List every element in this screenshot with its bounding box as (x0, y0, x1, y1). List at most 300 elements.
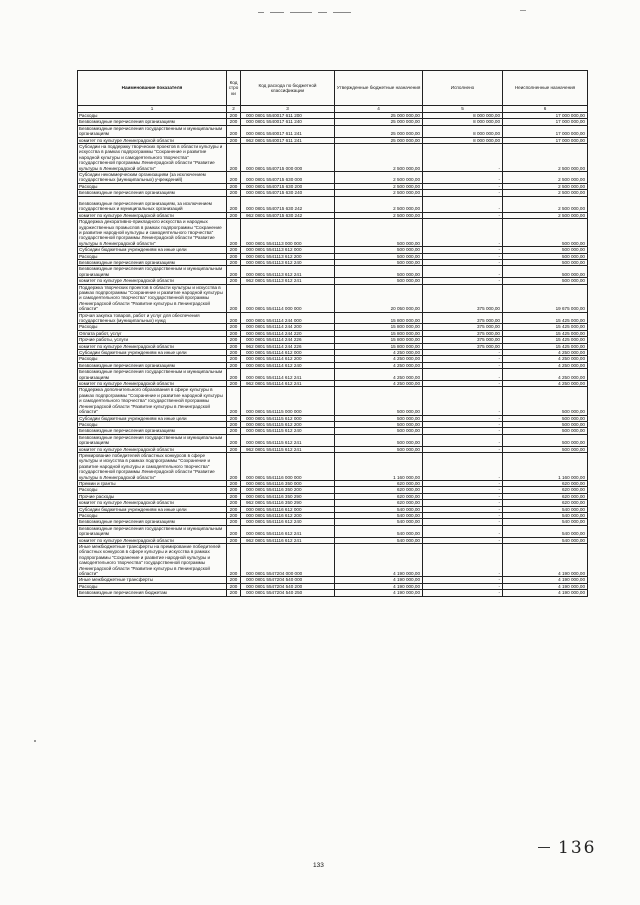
row-executed: - (423, 544, 503, 577)
table-row (78, 452, 588, 480)
row-name: Оплата работ, услуг (78, 330, 227, 336)
row-name: Поддержка творческих проектов в области культуры и искусства в рамках подпрограммы "Сохранение и развитие народной культуры и самодеятельного творчества" государственной программы Ленинградской области "Развитие культуры в Ленинградской области" (78, 284, 227, 312)
row-kbk: 000 0801 5547204 540 200 (241, 583, 335, 589)
row-approved: 500 000,00 (335, 247, 423, 253)
row-name: Субсидии бюджетным учреждениям на иные цели (78, 415, 227, 421)
row-executed: - (423, 356, 503, 362)
row-kbk: 000 0801 5541114 244 220 (241, 330, 335, 336)
row-unexecuted: 500 000,00 (503, 259, 588, 265)
row-name: комитет по культуре Ленинградской области (78, 343, 227, 349)
row-name: Безвозмездные перечисления государственным и муниципальным организациям (78, 125, 227, 137)
row-line-code: 200 (227, 428, 241, 434)
row-line-code: 200 (227, 190, 241, 196)
row-line-code: 200 (227, 343, 241, 349)
row-executed: - (423, 190, 503, 196)
row-name: Иные межбюджетные трансферты на премирование победителей областных конкурсов в сфере культуры и искусства в рамках подпрограммы "Сохранение и развитие народной культуры и самодеятельного творчества" государственной программы Ленинградской области "Развитие культуры в Ленинградской области" (78, 544, 227, 577)
row-name: Субсидии на поддержку творческих проектов в области культуры и искусства в рамках подпрограммы "Сохранение и развитие народной культуры и самодеятельного творчества" государственной программы Ленинградской области "Развитие культуры в Ленинградской области" (78, 144, 227, 172)
row-kbk: 962 0801 5541115 612 241 (241, 446, 335, 452)
table-body (78, 113, 588, 597)
stamp-dash (538, 847, 550, 848)
row-name: Расходы (78, 113, 227, 119)
row-unexecuted: 540 000,00 (503, 506, 588, 512)
row-approved: 25 000 000,00 (335, 113, 423, 119)
row-line-code: 200 (227, 337, 241, 343)
row-executed: - (423, 500, 503, 506)
row-approved: 15 800 000,00 (335, 343, 423, 349)
row-unexecuted: 17 000 000,00 (503, 137, 588, 143)
row-kbk: 000 0801 5541113 612 240 (241, 259, 335, 265)
row-executed: - (423, 247, 503, 253)
table-row (78, 284, 588, 312)
table-row (78, 369, 588, 381)
row-line-code: 200 (227, 446, 241, 452)
row-line-code: 200 (227, 487, 241, 493)
row-unexecuted: 620 000,00 (503, 487, 588, 493)
table-row (78, 544, 588, 577)
row-unexecuted: 15 425 000,00 (503, 324, 588, 330)
row-approved: 2 500 000,00 (335, 212, 423, 218)
row-line-code: 200 (227, 544, 241, 577)
row-name: комитет по культуре Ленинградской области (78, 381, 227, 387)
column-number: 4 (335, 106, 423, 113)
row-kbk: 000 0801 5540017 611 241 (241, 125, 335, 137)
row-kbk: 000 0801 5541115 000 000 (241, 387, 335, 415)
row-name: Поддержка декоративно-прикладного искусства и народных художественных промыслов в рамках подпрограммы "Сохранение и развитие народной культуры и самодеятельного творчества" государственной программы Ленинградской области "Развитие культуры в Ленинградской области" (78, 219, 227, 247)
row-line-code: 200 (227, 172, 241, 184)
table-row (78, 266, 588, 278)
row-name: Безвозмездные перечисления организациям (78, 259, 227, 265)
row-approved: 4 250 000,00 (335, 362, 423, 368)
row-approved: 540 000,00 (335, 537, 423, 543)
row-name: Премирование победителей областных конкурсов в сфере культуры и искусства в рамках подпрограммы "Сохранение и развитие народной культуры и самодеятельного творчества" государственной программы Ленинградской области "Развитие культуры в Ленинградской области" (78, 452, 227, 480)
row-approved: 4 190 000,00 (335, 590, 423, 596)
row-name: Безвозмездные перечисления организациям (78, 428, 227, 434)
row-name: Безвозмездные перечисления государственным и муниципальным организациям (78, 434, 227, 446)
row-unexecuted: 500 000,00 (503, 446, 588, 452)
row-unexecuted: 17 000 000,00 (503, 125, 588, 137)
row-kbk: 000 0801 5541114 612 000 (241, 350, 335, 356)
column-number: 6 (503, 106, 588, 113)
row-executed: - (423, 259, 503, 265)
row-name: комитет по культуре Ленинградской области (78, 212, 227, 218)
row-approved: 500 000,00 (335, 259, 423, 265)
table-row (78, 144, 588, 172)
row-executed: - (423, 183, 503, 189)
row-approved: 4 250 000,00 (335, 381, 423, 387)
row-executed: 8 000 000,00 (423, 119, 503, 125)
row-kbk: 000 0801 5541116 612 241 (241, 525, 335, 537)
row-kbk: 000 0801 5540715 630 240 (241, 190, 335, 196)
table-row (78, 125, 588, 137)
row-line-code: 200 (227, 183, 241, 189)
row-executed: - (423, 452, 503, 480)
row-kbk: 000 0801 5541114 612 241 (241, 369, 335, 381)
row-approved: 4 250 000,00 (335, 356, 423, 362)
row-kbk: 962 0801 5541114 612 241 (241, 381, 335, 387)
row-executed: - (423, 537, 503, 543)
row-line-code: 200 (227, 219, 241, 247)
row-kbk: 000 0801 5540715 630 000 (241, 172, 335, 184)
row-line-code: 200 (227, 525, 241, 537)
column-header-unexecuted: Неисполненные назначения (503, 71, 588, 106)
row-executed: - (423, 266, 503, 278)
row-name: Поддержка дополнительного образования в сфере культуры в рамках подпрограммы "Сохранение и развитие народной культуры и самодеятельного творчества" государственной программы Ленинградской области "Развитие культуры в Ленинградской области" (78, 387, 227, 415)
row-name: Расходы (78, 183, 227, 189)
page-number: 133 (313, 862, 324, 869)
row-unexecuted: 15 425 000,00 (503, 343, 588, 349)
row-approved: 500 000,00 (335, 253, 423, 259)
row-executed: - (423, 519, 503, 525)
row-kbk: 000 0801 5541116 350 000 (241, 480, 335, 486)
row-executed: - (423, 428, 503, 434)
budget-execution-table (77, 70, 588, 597)
row-line-code: 200 (227, 369, 241, 381)
row-line-code: 200 (227, 144, 241, 172)
row-unexecuted: 500 000,00 (503, 387, 588, 415)
row-kbk: 962 0801 5541116 350 290 (241, 500, 335, 506)
row-name: Безвозмездные перечисления организациям (78, 519, 227, 525)
row-line-code: 200 (227, 350, 241, 356)
row-line-code: 200 (227, 415, 241, 421)
row-unexecuted: 500 000,00 (503, 434, 588, 446)
row-executed: - (423, 493, 503, 499)
row-line-code: 200 (227, 330, 241, 336)
row-unexecuted: 2 500 000,00 (503, 183, 588, 189)
table-row (78, 590, 588, 596)
row-executed: - (423, 362, 503, 368)
row-approved: 540 000,00 (335, 506, 423, 512)
row-unexecuted: 15 425 000,00 (503, 337, 588, 343)
row-unexecuted: 540 000,00 (503, 513, 588, 519)
row-name: Безвозмездные перечисления государственным и муниципальным организациям (78, 369, 227, 381)
row-line-code: 200 (227, 480, 241, 486)
row-approved: 500 000,00 (335, 387, 423, 415)
row-executed: - (423, 278, 503, 284)
row-name: Расходы (78, 513, 227, 519)
row-executed: - (423, 590, 503, 596)
row-executed: - (423, 350, 503, 356)
row-unexecuted: 17 000 000,00 (503, 119, 588, 125)
row-approved: 500 000,00 (335, 278, 423, 284)
row-executed: 8 000 000,00 (423, 113, 503, 119)
row-line-code: 200 (227, 137, 241, 143)
row-unexecuted: 4 190 000,00 (503, 590, 588, 596)
row-approved: 2 500 000,00 (335, 196, 423, 212)
row-unexecuted: 2 500 000,00 (503, 196, 588, 212)
row-kbk: 000 0801 5541115 612 000 (241, 415, 335, 421)
row-executed: 8 000 000,00 (423, 137, 503, 143)
table-row (78, 525, 588, 537)
row-line-code: 200 (227, 247, 241, 253)
row-line-code: 200 (227, 284, 241, 312)
row-unexecuted: 500 000,00 (503, 415, 588, 421)
row-kbk: 000 0801 5541114 244 226 (241, 337, 335, 343)
row-executed: - (423, 212, 503, 218)
row-approved: 500 000,00 (335, 428, 423, 434)
table-row (78, 387, 588, 415)
row-executed: 375 000,00 (423, 312, 503, 324)
row-approved: 25 000 000,00 (335, 125, 423, 137)
row-line-code: 200 (227, 125, 241, 137)
row-approved: 620 000,00 (335, 480, 423, 486)
row-executed: 375 000,00 (423, 337, 503, 343)
row-executed: - (423, 369, 503, 381)
row-name: комитет по культуре Ленинградской области (78, 278, 227, 284)
row-unexecuted: 500 000,00 (503, 247, 588, 253)
row-kbk: 000 0801 5540715 000 000 (241, 144, 335, 172)
row-name: Субсидии бюджетным учреждениям на иные цели (78, 350, 227, 356)
row-line-code: 200 (227, 513, 241, 519)
row-name: Безвозмездные перечисления государственным и муниципальным организациям (78, 266, 227, 278)
row-kbk: 000 0801 5541115 612 241 (241, 434, 335, 446)
table-row (78, 219, 588, 247)
row-unexecuted: 540 000,00 (503, 537, 588, 543)
row-approved: 620 000,00 (335, 487, 423, 493)
row-name: Прочая закупка товаров, работ и услуг для обеспечения государственных (муниципальных) нужд (78, 312, 227, 324)
row-unexecuted: 500 000,00 (503, 219, 588, 247)
row-line-code: 200 (227, 577, 241, 583)
table-row (78, 196, 588, 212)
row-unexecuted: 620 000,00 (503, 500, 588, 506)
row-executed: - (423, 446, 503, 452)
row-kbk: 000 0801 5541113 612 200 (241, 253, 335, 259)
row-executed: - (423, 513, 503, 519)
row-approved: 500 000,00 (335, 421, 423, 427)
row-unexecuted: 4 190 000,00 (503, 577, 588, 583)
row-unexecuted: 500 000,00 (503, 278, 588, 284)
sheet-stamp-number: 136 (558, 838, 597, 858)
column-number-row (78, 106, 588, 113)
column-header-approved: Утвержденные бюджетные назначения (335, 71, 423, 106)
row-approved: 540 000,00 (335, 513, 423, 519)
row-name: Безвозмездные перечисления бюджетам (78, 590, 227, 596)
row-executed: 375 000,00 (423, 284, 503, 312)
row-line-code: 200 (227, 537, 241, 543)
row-name: комитет по культуре Ленинградской области (78, 500, 227, 506)
row-approved: 2 500 000,00 (335, 172, 423, 184)
row-approved: 500 000,00 (335, 434, 423, 446)
row-approved: 620 000,00 (335, 500, 423, 506)
row-approved: 20 050 000,00 (335, 284, 423, 312)
row-approved: 2 500 000,00 (335, 190, 423, 196)
row-name: Субсидии некоммерческим организациям (за исключением государственных (муниципальных) учреждений) (78, 172, 227, 184)
row-line-code: 200 (227, 519, 241, 525)
row-executed: - (423, 387, 503, 415)
row-line-code: 200 (227, 434, 241, 446)
row-line-code: 200 (227, 506, 241, 512)
row-unexecuted: 2 500 000,00 (503, 172, 588, 184)
row-unexecuted: 15 425 000,00 (503, 330, 588, 336)
row-executed: - (423, 421, 503, 427)
row-kbk: 000 0801 5540715 630 242 (241, 196, 335, 212)
row-approved: 2 500 000,00 (335, 183, 423, 189)
row-unexecuted: 500 000,00 (503, 421, 588, 427)
row-executed: 375 000,00 (423, 343, 503, 349)
row-name: Безвозмездные перечисления организациям (78, 190, 227, 196)
row-unexecuted: 15 425 000,00 (503, 312, 588, 324)
row-name: Прочие расходы (78, 493, 227, 499)
row-executed: - (423, 172, 503, 184)
row-approved: 4 190 000,00 (335, 544, 423, 577)
row-name: Субсидии бюджетным учреждениям на иные цели (78, 247, 227, 253)
row-name: Расходы (78, 583, 227, 589)
row-line-code: 200 (227, 312, 241, 324)
row-executed: - (423, 577, 503, 583)
row-line-code: 200 (227, 266, 241, 278)
row-name: Расходы (78, 487, 227, 493)
row-executed: - (423, 525, 503, 537)
row-line-code: 200 (227, 259, 241, 265)
row-line-code: 200 (227, 452, 241, 480)
scan-artifact (520, 10, 526, 15)
row-kbk: 000 0801 5540017 611 200 (241, 113, 335, 119)
row-approved: 540 000,00 (335, 519, 423, 525)
row-executed: - (423, 415, 503, 421)
row-unexecuted: 4 250 000,00 (503, 356, 588, 362)
row-kbk: 000 0801 5541116 612 000 (241, 506, 335, 512)
row-name: Прочие работы, услуги (78, 337, 227, 343)
row-kbk: 000 0801 5547204 540 250 (241, 590, 335, 596)
row-line-code: 200 (227, 590, 241, 596)
row-kbk: 962 0801 5540017 611 241 (241, 137, 335, 143)
row-unexecuted: 4 190 000,00 (503, 583, 588, 589)
row-unexecuted: 4 190 000,00 (503, 544, 588, 577)
row-approved: 15 800 000,00 (335, 337, 423, 343)
row-executed: 375 000,00 (423, 330, 503, 336)
row-unexecuted: 4 250 000,00 (503, 362, 588, 368)
row-approved: 4 250 000,00 (335, 369, 423, 381)
row-kbk: 000 0801 5541113 612 000 (241, 247, 335, 253)
row-approved: 620 000,00 (335, 493, 423, 499)
row-executed: - (423, 219, 503, 247)
row-approved: 25 000 000,00 (335, 119, 423, 125)
column-header-kbk: Код расхода по бюджетной классификации (241, 71, 335, 106)
row-executed: 8 000 000,00 (423, 125, 503, 137)
row-line-code: 200 (227, 583, 241, 589)
row-approved: 4 190 000,00 (335, 583, 423, 589)
row-executed: - (423, 480, 503, 486)
row-executed: - (423, 253, 503, 259)
scan-speck (34, 740, 36, 742)
column-number: 1 (78, 106, 227, 113)
row-approved: 2 500 000,00 (335, 144, 423, 172)
column-number: 2 (227, 106, 241, 113)
row-kbk: 000 0801 5541116 612 240 (241, 519, 335, 525)
row-line-code: 200 (227, 113, 241, 119)
row-unexecuted: 19 675 000,00 (503, 284, 588, 312)
row-name: Субсидии бюджетным учреждениям на иные цели (78, 506, 227, 512)
row-line-code: 200 (227, 493, 241, 499)
row-approved: 4 250 000,00 (335, 350, 423, 356)
row-kbk: 962 0801 5541113 612 241 (241, 278, 335, 284)
row-unexecuted: 4 250 000,00 (503, 381, 588, 387)
row-name: Расходы (78, 356, 227, 362)
row-unexecuted: 17 000 000,00 (503, 113, 588, 119)
table-row (78, 312, 588, 324)
row-name: Расходы (78, 421, 227, 427)
row-executed: - (423, 434, 503, 446)
row-unexecuted: 500 000,00 (503, 428, 588, 434)
row-executed: 375 000,00 (423, 324, 503, 330)
row-name: Расходы (78, 253, 227, 259)
row-unexecuted: 500 000,00 (503, 266, 588, 278)
row-line-code: 200 (227, 212, 241, 218)
row-approved: 500 000,00 (335, 266, 423, 278)
row-unexecuted: 4 250 000,00 (503, 350, 588, 356)
row-line-code: 200 (227, 253, 241, 259)
row-kbk: 000 0801 5541115 612 240 (241, 428, 335, 434)
row-kbk: 000 0801 5547204 540 000 (241, 577, 335, 583)
row-kbk: 000 0801 5541113 612 241 (241, 266, 335, 278)
row-executed: - (423, 506, 503, 512)
row-line-code: 200 (227, 500, 241, 506)
row-name: комитет по культуре Ленинградской области (78, 537, 227, 543)
row-kbk: 000 0801 5541113 000 000 (241, 219, 335, 247)
row-kbk: 000 0801 5541114 244 000 (241, 312, 335, 324)
row-kbk: 000 0801 5541114 000 000 (241, 284, 335, 312)
row-approved: 500 000,00 (335, 219, 423, 247)
row-approved: 500 000,00 (335, 446, 423, 452)
row-kbk: 000 0801 5541114 244 200 (241, 324, 335, 330)
row-approved: 15 800 000,00 (335, 324, 423, 330)
row-line-code: 200 (227, 387, 241, 415)
row-unexecuted: 2 500 000,00 (503, 212, 588, 218)
table-row (78, 434, 588, 446)
row-name: Расходы (78, 324, 227, 330)
column-header-name: Наименование показателя (78, 71, 227, 106)
row-approved: 25 000 000,00 (335, 137, 423, 143)
scan-artifact (258, 4, 388, 14)
row-name: комитет по культуре Ленинградской области (78, 446, 227, 452)
row-unexecuted: 620 000,00 (503, 493, 588, 499)
row-line-code: 200 (227, 356, 241, 362)
column-header-executed: Исполнено (423, 71, 503, 106)
row-line-code: 200 (227, 324, 241, 330)
row-unexecuted: 2 500 000,00 (503, 190, 588, 196)
row-kbk: 000 0801 5540715 630 200 (241, 183, 335, 189)
row-approved: 1 160 000,00 (335, 452, 423, 480)
row-kbk: 000 0801 5541116 000 000 (241, 452, 335, 480)
row-unexecuted: 540 000,00 (503, 519, 588, 525)
row-unexecuted: 500 000,00 (503, 253, 588, 259)
row-line-code: 200 (227, 421, 241, 427)
row-name: Безвозмездные перечисления организациям (78, 119, 227, 125)
row-executed: - (423, 196, 503, 212)
row-executed: - (423, 144, 503, 172)
table-row (78, 172, 588, 184)
row-approved: 15 800 000,00 (335, 312, 423, 324)
row-line-code: 200 (227, 196, 241, 212)
header-row (78, 71, 588, 106)
column-number: 5 (423, 106, 503, 113)
row-approved: 500 000,00 (335, 415, 423, 421)
row-unexecuted: 540 000,00 (503, 525, 588, 537)
row-approved: 15 800 000,00 (335, 330, 423, 336)
row-unexecuted: 4 250 000,00 (503, 369, 588, 381)
column-header-line-code: Код стро ки (227, 71, 241, 106)
row-name: Безвозмездные перечисления государственным и муниципальным организациям (78, 525, 227, 537)
row-kbk: 000 0801 5541116 612 200 (241, 513, 335, 519)
row-unexecuted: 620 000,00 (503, 480, 588, 486)
row-name: Премии и гранты (78, 480, 227, 486)
row-line-code: 200 (227, 278, 241, 284)
row-kbk: 962 0801 5541114 244 226 (241, 343, 335, 349)
row-unexecuted: 1 160 000,00 (503, 452, 588, 480)
row-name: Безвозмездные перечисления организациям, за исключением государственных и муниципальных организаций (78, 196, 227, 212)
row-executed: - (423, 487, 503, 493)
row-approved: 540 000,00 (335, 525, 423, 537)
row-line-code: 200 (227, 362, 241, 368)
